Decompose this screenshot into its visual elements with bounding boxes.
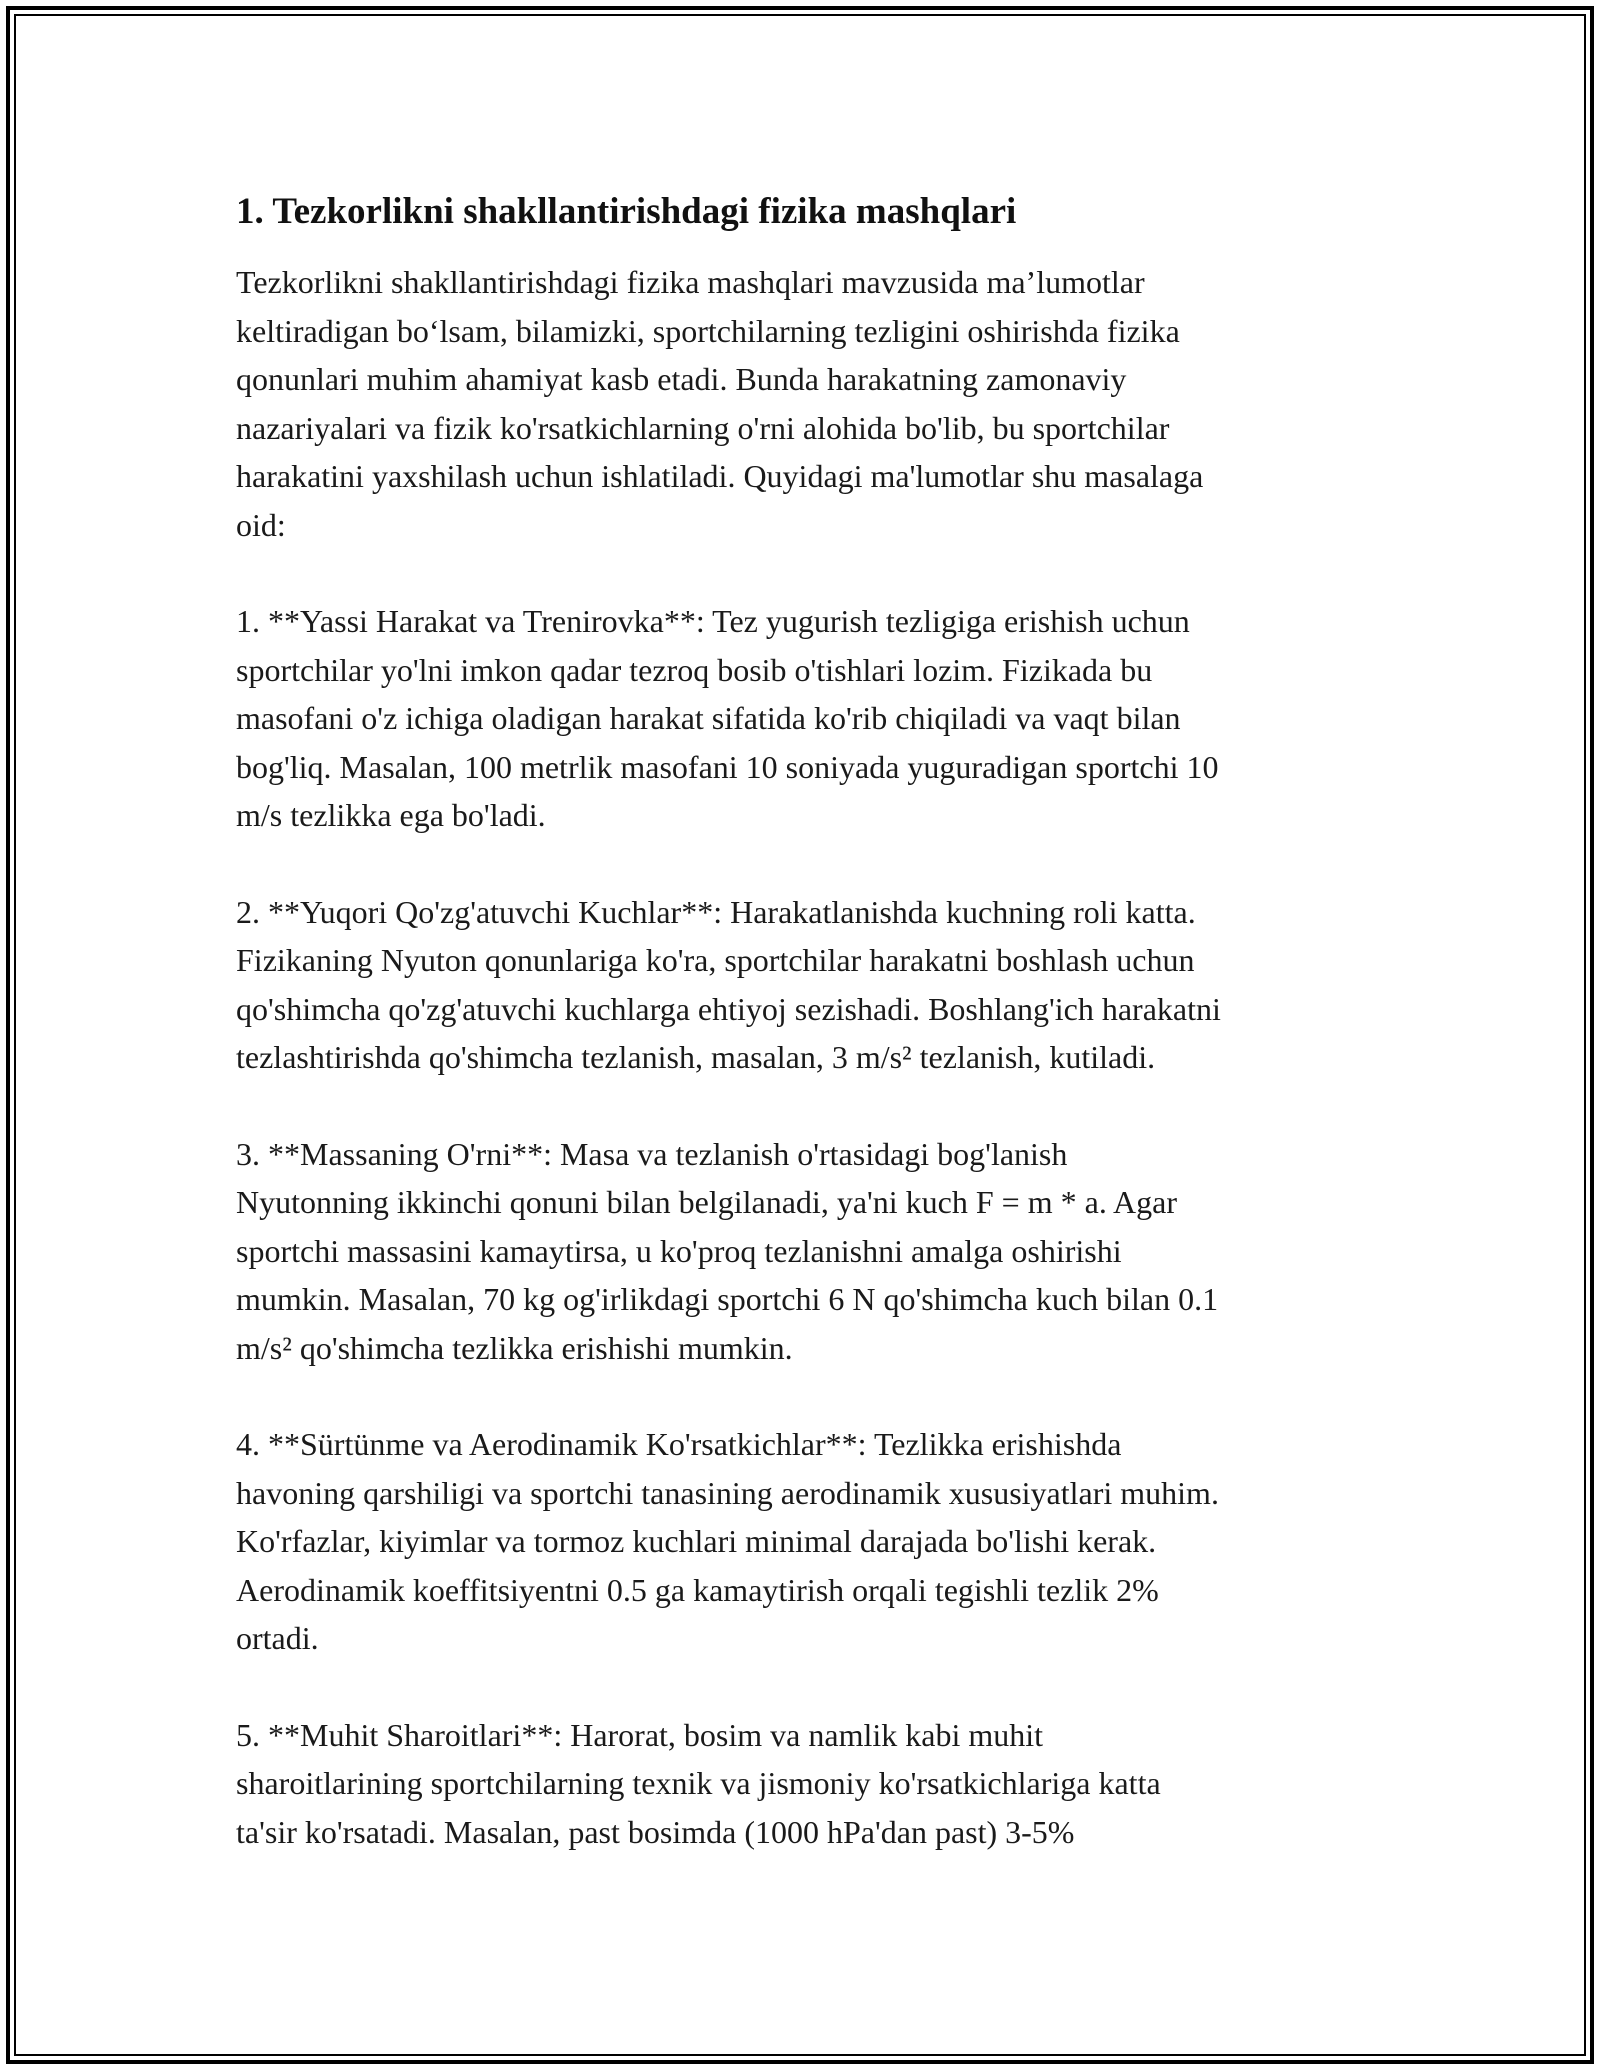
- list-item-4: 4. **Sürtünme va Aerodinamik Ko'rsatkichlar**: Tezlikka erishishda havoning qarshiligi va sportchi tanasining aerodinamik xususiyatlari muhim. Ko'rfazlar, kiyimlar va tormoz kuchlari minimal darajada bo'lishi kerak. Aerodinamik koeffitsiyentni 0.5 ga kamaytirish orqali tegishli tezlik 2% ortadi.: [236, 1426, 1219, 1656]
- list-item-2: 2. **Yuqori Qo'zg'atuvchi Kuchlar**: Harakatlanishda kuchning roli katta. Fizikaning Nyuton qonunlariga ko'ra, sportchilar harakatni boshlash uchun qo'shimcha qo'zg'atuvchi kuchlarga ehtiyoj sezishadi. Boshlang'ich harakatni tezlashtirishda qo'shimcha tezlanish, masalan, 3 m/s² tezlanish, kutiladi.: [236, 893, 1221, 1075]
- list-item-1: 1. **Yassi Harakat va Trenirovka**: Tez yugurish tezligiga erishish uchun sportchilar yo'lni imkon qadar tezroq bosib o'tishlari lozim. Fizikada bu masofani o'z ichiga oladigan harakat sifatida ko'rib chiqiladi va vaqt bilan bog'liq. Masalan, 100 metrlik masofani 10 soniyada yuguradigan sportchi 10 m/s tezlikka ega bo'ladi.: [236, 603, 1219, 833]
- document-body: [236, 186, 1376, 1904]
- document-title: 1. Tezkorlikni shakllantirishdagi fizika mashqlari: [236, 191, 1017, 232]
- list-item-5: 5. **Muhit Sharoitlari**: Harorat, bosim va namlik kabi muhit sharoitlarining sportchilarning texnik va jismoniy ko'rsatkichlariga katta ta'sir ko'rsatadi. Masalan, past bosimda (1000 hPa'dan past) 3-5%: [236, 1716, 1161, 1850]
- list-item-3: 3. **Massaning O'rni**: Masa va tezlanish o'rtasidagi bog'lanish Nyutonning ikkinchi qonuni bilan belgilanadi, ya'ni kuch F = m * a. Agar sportchi massasini kamaytirsa, u ko'proq tezlanishni amalga oshirishi mumkin. Masalan, 70 kg og'irlikdagi sportchi 6 N qo'shimcha kuch bilan 0.1 m/s² qo'shimcha tezlikka erishishi mumkin.: [236, 1135, 1219, 1366]
- intro-paragraph: Tezkorlikni shakllantirishdagi fizika mashqlari mavzusida ma’lumotlar keltiradigan bo‘lsam, bilamizki, sportchilarning tezligini oshirishda fizika qonunlari muhim ahamiyat kasb etadi. Bunda harakatning zamonaviy nazariyalari va fizik ko'rsatkichlarning o'rni alohida bo'lib, bu sportchilar harakatini yaxshilash uchun ishlatiladi. Quyidagi ma'lumotlar shu masalaga oid:: [236, 264, 1204, 543]
